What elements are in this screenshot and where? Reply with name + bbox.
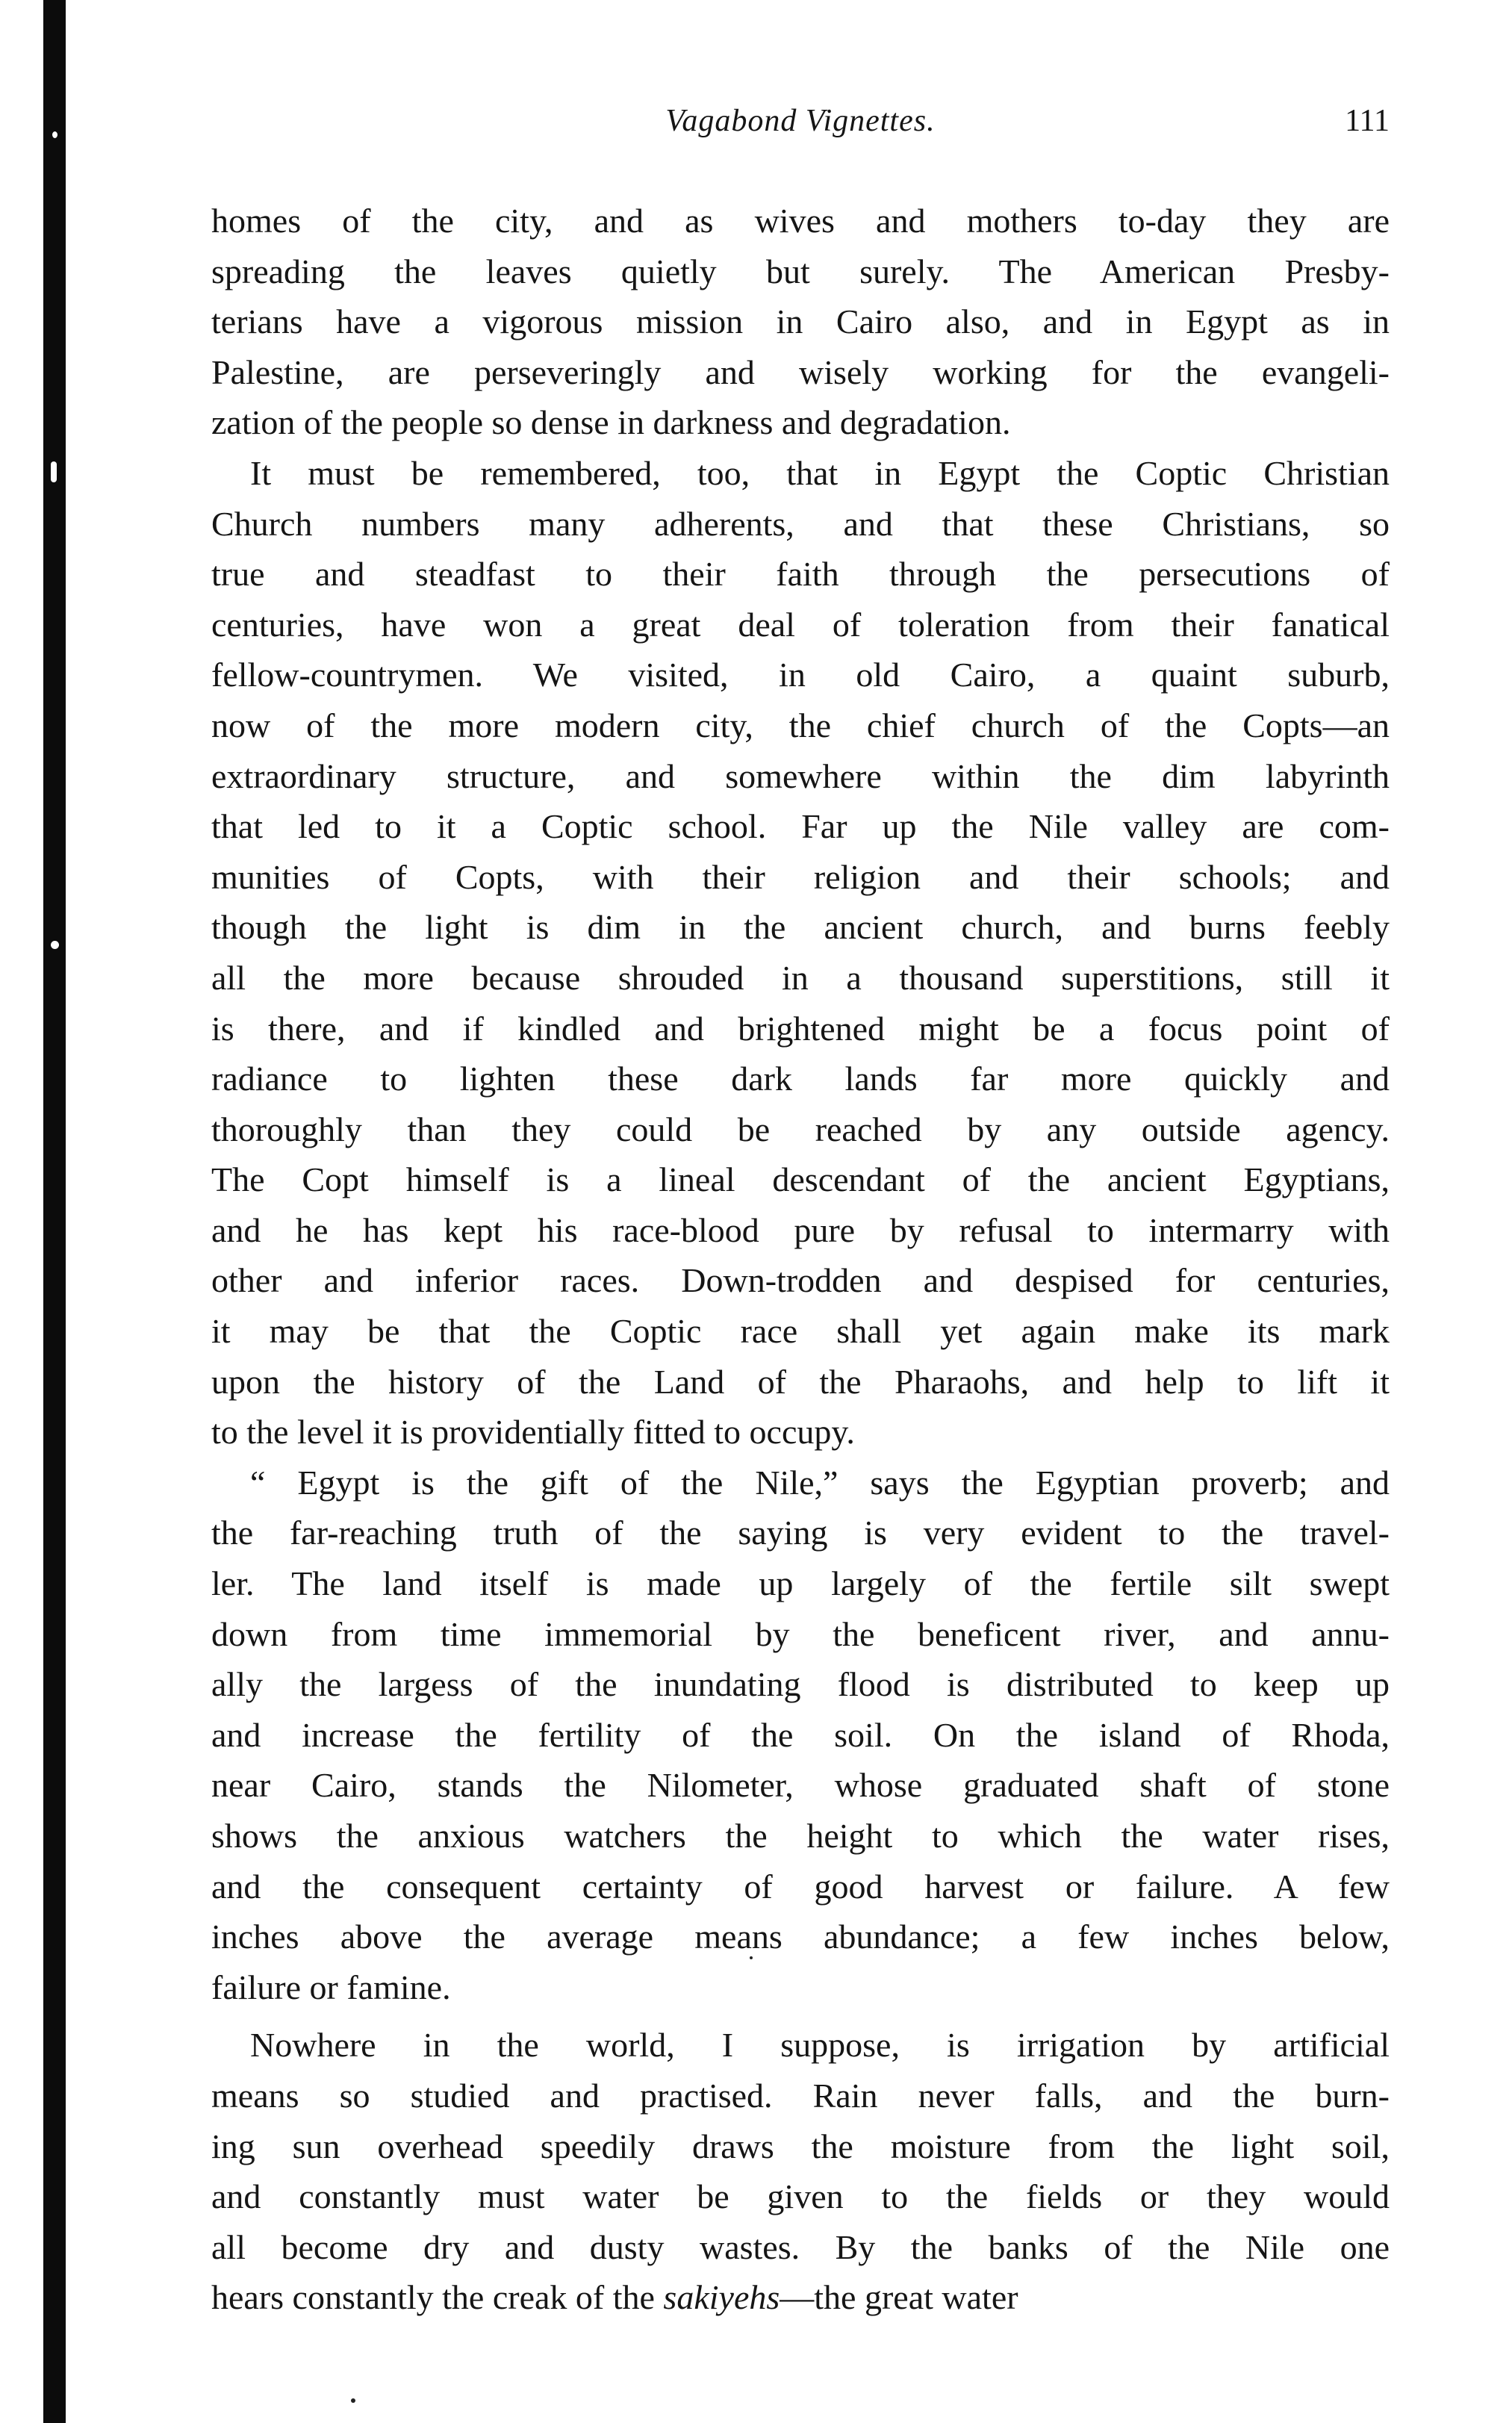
final-line-italic-term: sakiyehs: [663, 2278, 780, 2317]
text-line: the far-reaching truth of the saying is very evident to the travel-: [211, 1514, 1390, 1552]
text-line: upon the history of the Land of the Pharaohs, and help to lift it: [211, 1362, 1390, 1401]
binding-mark: [52, 131, 57, 138]
text-line: now of the more modern city, the chief church of the Copts—an: [211, 706, 1390, 744]
text-line: all the more because shrouded in a thousand superstitions, still it: [211, 958, 1390, 997]
running-title: Vagabond Vignettes.: [665, 104, 936, 138]
text-line: means so studied and practised. Rain never falls, and the burn-: [211, 2076, 1390, 2115]
text-line: munities of Copts, with their religion and their schools; and: [211, 857, 1390, 896]
binding-mark: [51, 941, 59, 949]
text-line: and he has kept his race-blood pure by refusal to intermarry with: [211, 1210, 1390, 1249]
text-line: true and steadfast to their faith through the persecutions of: [211, 555, 1390, 594]
text-line: It must be remembered, too, that in Egypt the Coptic Christian: [250, 453, 1390, 492]
page-number: 111: [1345, 104, 1390, 138]
paragraphs: [211, 196, 1390, 2272]
text-line: all become dry and dusty wastes. By the banks of the Nile one: [211, 2227, 1390, 2266]
text-line: zation of the people so dense in darkness and degradation.: [211, 403, 1011, 442]
text-line: thoroughly than they could be reached by any outside agency.: [211, 1110, 1390, 1148]
print-speck: [351, 2398, 355, 2403]
text-line: other and inferior races. Down-trodden and despised for centuries,: [211, 1261, 1390, 1300]
print-speck: [750, 1956, 753, 1959]
text-line: terians have a vigorous mission in Cairo also, and in Egypt as in: [211, 302, 1390, 341]
text-line: extraordinary structure, and somewhere within the dim labyrinth: [211, 756, 1390, 795]
text-line: and the consequent certainty of good harvest or failure. A few: [211, 1867, 1390, 1906]
text-line: Nowhere in the world, I suppose, is irrigation by artificial: [250, 2026, 1390, 2065]
text-line: Church numbers many adherents, and that these Christians, so: [211, 504, 1390, 543]
text-line: that led to it a Coptic school. Far up the Nile valley are com-: [211, 807, 1390, 846]
text-line: near Cairo, stands the Nilometer, whose graduated shaft of stone: [211, 1766, 1390, 1805]
text-line: down from time immemorial by the beneficent river, and annu-: [211, 1614, 1390, 1653]
text-line: fellow-countrymen. We visited, in old Cairo, a quaint suburb,: [211, 656, 1390, 694]
text-line: “ Egypt is the gift of the Nile,” says the Egyptian proverb; and: [250, 1463, 1390, 1502]
binding-mark: [51, 461, 57, 482]
text-line: Palestine, are perseveringly and wisely working for the evangeli-: [211, 352, 1390, 391]
final-line-before: hears constantly the creak of the: [211, 2278, 664, 2317]
text-line: to the level it is providentially fitted to occupy.: [211, 1413, 855, 1452]
text-line: ing sun overhead speedily draws the moisture from the light soil,: [211, 2127, 1390, 2165]
final-line-after: —the great water: [780, 2278, 1018, 2317]
book-binding-edge: [43, 0, 66, 2423]
text-line: homes of the city, and as wives and mothers to-day they are: [211, 202, 1390, 240]
text-line: inches above the average means abundance; a few inches below,: [211, 1917, 1390, 1956]
text-line: radiance to lighten these dark lands far more quickly and: [211, 1060, 1390, 1098]
text-line: though the light is dim in the ancient church, and burns feebly: [211, 908, 1390, 947]
text-line: shows the anxious watchers the height to which the water rises,: [211, 1817, 1390, 1855]
text-line: ally the largess of the inundating flood is distributed to keep up: [211, 1665, 1390, 1704]
text-line: ler. The land itself is made up largely of the fertile silt swept: [211, 1564, 1390, 1603]
text-line: it may be that the Coptic race shall yet again make its mark: [211, 1312, 1390, 1351]
text-line: and increase the fertility of the soil. On the island of Rhoda,: [211, 1715, 1390, 1754]
text-line: The Copt himself is a lineal descendant of the ancient Egyptians,: [211, 1160, 1390, 1199]
text-line: is there, and if kindled and brightened might be a focus point of: [211, 1009, 1390, 1048]
text-line: and constantly must water be given to the fields or they would: [211, 2177, 1390, 2216]
running-head: [211, 103, 1390, 163]
text-line: centuries, have won a great deal of toleration from their fanatical: [211, 605, 1390, 644]
text-line: failure or famine.: [211, 1968, 451, 2006]
text-line: spreading the leaves quietly but surely. The American Presby-: [211, 252, 1390, 290]
text-line-final: [211, 2272, 1390, 2323]
body-text: [211, 196, 1390, 2323]
